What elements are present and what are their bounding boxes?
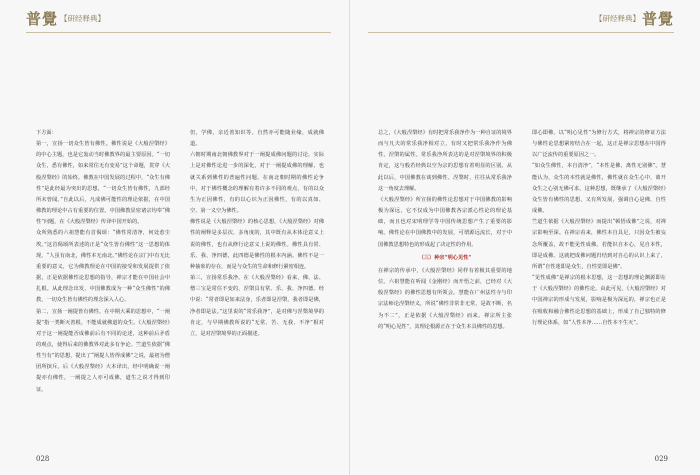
paragraph: 六朝时期南北朝佛教界对于一阐提成佛问题的讨论，实际上是对佛性论进一步的深化，对于一阐提成佛的理解，也就关系到佛性的普遍性问题。在南北朝时期的佛性论争中，对于佛性概念的理解有着许多不同的观点，有的以众生为正因佛性，有的以心识为正因佛性，有的以真如、空、第一义空为佛性。 <box>190 152 324 215</box>
series-tag: 【研经释典】 <box>60 14 106 23</box>
paragraph: 《大般涅槃经》所宣扬的佛性论思想对于中国佛教的影响极为深远，它不仅成为中国佛教各宗派心性论的理论基础，而且也对宋明理学等中国传统思想产生了重要的影响。佛性论在中国佛教中的发展，可谓源远流长，对于中国佛教思想特色的形成起了决定性的作用。 <box>378 196 512 248</box>
brand-logo: 普覺 <box>26 10 59 28</box>
paragraph: 第二，宣扬一阐提皆有佛性。在中期大乘的思想中，“一阐提”指一类断灭善根、不能成就佛道的众生。《大般涅槃经》对于这一阐提能否成佛前后有不同的论述，这种前后矛盾的观点，使得后来的佛教界对此多有争论。竺道生依据“佛性当有”的思想，提出了“阐提人皆得成佛”之说，最初为僧团所摈斥。后《大般涅槃经》大本译出，经中明确说一阐提亦有佛性，一阐提之人亦可成佛，道生之说才得到印证。 <box>36 308 170 393</box>
paragraph: 佛性说是《大般涅槃经》的核心思想，《大般涅槃经》对佛性的阐释是多层次、多角度的，其中既有从本体论意义上说的佛性，也有从修行论意义上说的佛性。佛性具有常、乐、我、净四德，此四德是佛性的根本内涵。佛性不是一种抽象的存在，而是与众生的生命和修行紧密相连。 <box>190 219 324 270</box>
paragraph: “如众生佛性，本自清净”，“本性是佛，离性无别佛”。慧能认为，众生的本性就是佛性，佛性就在众生心中，离开众生之心别无佛可求。这种思想，既继承了《大般涅槃经》众生皆有佛性的思想，又有所发展，强调自心是佛，自性成佛。 <box>532 163 666 215</box>
text-column-2 <box>532 128 666 329</box>
paragraph: 即心即佛，以“明心见性”为修行方式，将禅宗的修证方法与佛性论思想紧密结合在一起，这正是禅宗思想在中国得以广泛流传的重要原因之一。 <box>532 130 666 159</box>
series-tag: 【研经释典】 <box>594 14 640 23</box>
paragraph: 竺道生依据《大般涅槃经》而提出“顿悟成佛”之说，对禅宗影响至深。在禅宗看来，佛性本自具足，只因众生被妄念所覆盖，故不能见性成佛。若能识自本心，见自本性，即是成佛。这就把成佛问题归结到对自心的认识上来了，所谓“自性迷即是众生，自性觉即是佛”。 <box>532 219 666 270</box>
brand-logo: 普覺 <box>641 10 674 28</box>
paragraph: 下方面： <box>36 130 57 136</box>
page-number: 029 <box>654 455 668 463</box>
header-rule <box>368 32 674 33</box>
page-number: 028 <box>36 455 50 463</box>
paragraph: 第一，宣扬一切众生皆有佛性。佛性说是《大般涅槃经》的中心主题，也是它轰动当时佛教界的最主要原因。“一切众生，悉有佛性，如来常住无有变易”这个命题，贯穿《大般涅槃经》的始终。佛教在中国发展的过程中，“众生有佛性”是此经最为突出的思想，“一切众生皆有佛性，九部经所未曾闻。”自此以后，凡成佛可能性的理论依据，在中国佛教的理论中占有重要的位置。中国佛教显密诸宗均奉“佛性”问题，在《大般涅槃经》传译中国开始的。 <box>36 141 170 226</box>
paragraph: 在禅宗的传承中，《大般涅槃经》同样有着极其重要的地位。六祖慧能在听闻《金刚经》而开悟之前，已经对《大般涅槃经》的佛性思想有所领会。慧能在广州法性寺与印宗法师论涅槃经义，所说“佛性非常非无常，是故不断，名为不二”，正是依据《大般涅槃经》而来。禅宗所主张的“明心见性”，其理论根源正在于众生本具佛性的思想。 <box>378 267 512 330</box>
paragraph: 但，学佛，亲近善知识等。自然亦可能随业缘，成就佛道。 <box>190 130 324 148</box>
left-header <box>26 8 107 29</box>
text-column-1 <box>36 128 170 396</box>
paragraph: “见性成佛”是禅宗的根本思想，这一思想的理论渊源即在于《大般涅槃经》的佛性论。由此可见，《大般涅槃经》对中国禅宗的形成与发展，影响是极为深远的，禅宗也正是在吸收和融合佛性论思想的基础上，形成了自己独特的修行理论体系，如“人性本净……自性本不生灭”。 <box>532 275 666 326</box>
text-column-2 <box>190 128 324 340</box>
section-subheading: （三）种宗“明心见性” <box>418 254 472 261</box>
right-page <box>350 0 700 475</box>
paragraph: 第三，宣扬常乐我净。在《大般涅槃经》看来，佛、法、僧三宝是常住不变的，涅槃具有常、乐、我、净四德。经中说：“常者即是如来法身，乐者即是涅槃，我者即是佛，净者即是法。”这里说的“常乐我净”，是对佛与涅槃境界的肯定，与早期佛教所说的“无常、苦、无我、不净”相对立，是对涅槃境界的正面描述。 <box>190 275 324 337</box>
paragraph: 众所熟悉的六祖慧能有首偈颂：“佛性常清净，何处惹尘埃。”这首偈颂所表述的正是“众生皆有佛性”这一思想的体现。“人虽有南北，佛性本无南北。”佛性论在宗门中有无比重要的意义，它为佛教理论在中国的接受和发展提供了依据，正是依据佛性论思想的指导，禅宗才能在中国社会中扎根。从此理念出发，中国佛教成为一种“众生佛性”的佛教，一切众生皆有佛性的理念深入人心。 <box>36 230 170 304</box>
header-rule <box>26 32 331 33</box>
right-header <box>593 8 674 29</box>
paragraph: 总之，《大般涅槃经》有时把常乐我净作为一种自证的境界而与凡夫的常乐我净相对立，有时又把常乐我净作为佛性、涅槃的属性。常乐我净所表达的是对涅槃境界的积极肯定，这与般若经典以空为宗的思想有着明显的区别。从此以后，中国佛教在谈到佛性、涅槃时，往往从常乐我净这一角度去理解。 <box>378 130 512 192</box>
text-column-1 <box>378 128 512 333</box>
